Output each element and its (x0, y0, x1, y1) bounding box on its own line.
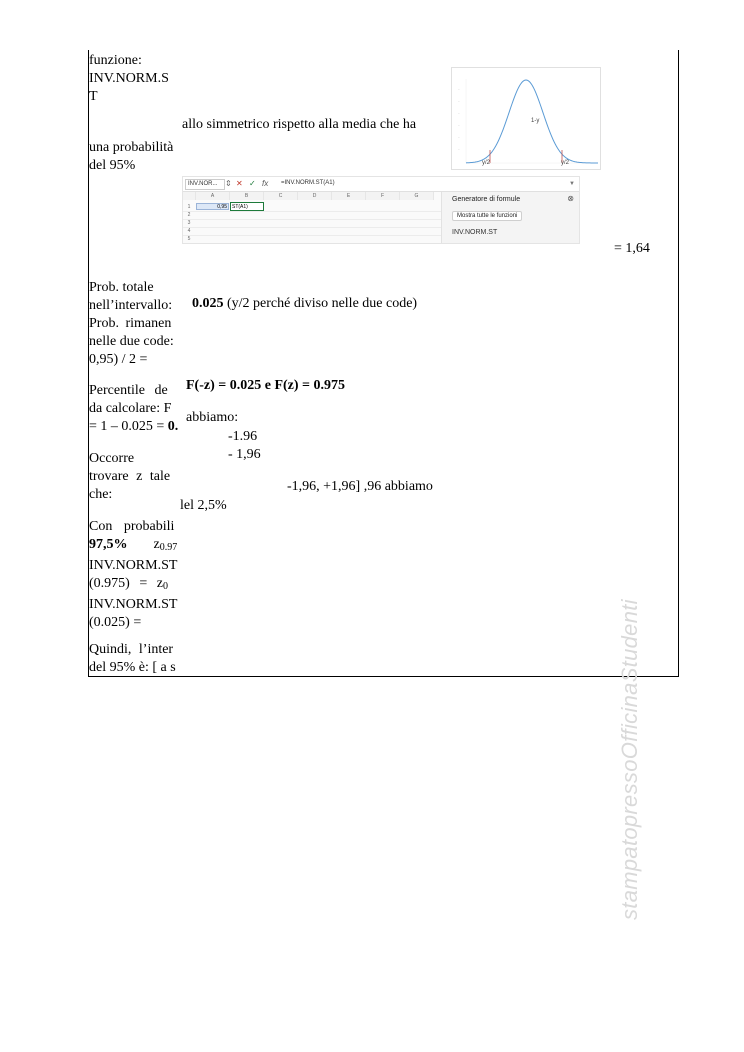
svg-text:–: – (458, 99, 460, 103)
row-divider (183, 219, 443, 220)
text-line: Occorre (89, 451, 135, 466)
prob-line (192, 295, 417, 313)
sheet-grid (183, 192, 443, 243)
svg-text:–: – (458, 123, 460, 127)
stepper-icon[interactable]: ⇕ (225, 179, 232, 188)
row-divider (183, 227, 443, 228)
normal-distribution-chart (451, 67, 601, 170)
name-box[interactable]: INV.NOR... (185, 179, 225, 190)
close-icon[interactable]: ⊗ (567, 194, 574, 203)
left-block-probabilita (89, 139, 184, 175)
text-fragment: (0.975) = z (89, 576, 163, 591)
del-25-text: lel 2,5% (180, 498, 227, 513)
svg-text:–: – (458, 147, 460, 151)
show-all-functions-button[interactable]: Mostra tutte le funzioni (452, 211, 522, 221)
text-line: INV.NORM.S (89, 71, 169, 86)
svg-text:–: – (458, 111, 460, 115)
value-minus-196: -1.96 (228, 429, 258, 444)
left-block-probabilita-975 (89, 518, 184, 632)
text-line (89, 418, 184, 436)
row-number[interactable]: 4 (187, 228, 191, 234)
text-line (89, 536, 184, 557)
interval-text: -1,96, +1,96] ,96 abbiamo (287, 479, 433, 494)
left-block-prob-totale (89, 279, 184, 369)
text-line: Con probabili (89, 519, 175, 534)
function-icon[interactable]: fx (262, 179, 269, 188)
cancel-icon[interactable]: ✕ (236, 179, 243, 188)
text-fragment: (y/2 perché diviso nelle due code) (223, 296, 418, 311)
z-subscript: 0 (162, 581, 168, 592)
right-tail-label: y/2 (561, 160, 570, 166)
symmetric-text: allo simmetrico rispetto alla media che ha (182, 117, 417, 132)
text-fragment: = 1 – 0.025 = (89, 419, 168, 434)
row-number[interactable]: 5 (187, 236, 191, 242)
column-header[interactable]: B (230, 192, 264, 200)
row-divider (183, 211, 443, 212)
left-block-occorre (89, 450, 184, 504)
text-line: Prob. rimanen (89, 316, 172, 331)
text-line: 0,95) / 2 = (89, 352, 148, 367)
bold-fragment: 97,5% (89, 537, 128, 552)
text-line: una probabilità (89, 140, 174, 155)
column-header[interactable]: F (366, 192, 400, 200)
z-subscript: 0.97 (159, 542, 178, 553)
panel-title: Generatore di formule (452, 196, 521, 203)
text-line: da calcolare: F (89, 401, 172, 416)
column-header[interactable]: A (196, 192, 230, 200)
z-symbol: z (153, 537, 160, 552)
left-block-funzione (89, 52, 184, 106)
text-line: INV.NORM.ST (89, 597, 178, 612)
confirm-icon[interactable]: ✓ (249, 179, 256, 188)
text-line: funzione: (89, 53, 142, 68)
text-line: (0.025) = (89, 615, 142, 630)
cell-b1[interactable]: ST(A1) (230, 202, 264, 211)
svg-text:–: – (458, 87, 460, 91)
column-header[interactable]: G (400, 192, 434, 200)
row-number[interactable]: 2 (187, 212, 191, 218)
text-line: INV.NORM.ST (89, 558, 178, 573)
left-block-quindi (89, 641, 184, 677)
bell-curve-svg (452, 68, 600, 169)
text-line: del 95% (89, 158, 136, 173)
formula-builder-panel (441, 192, 580, 243)
text-line (89, 575, 184, 596)
text-line: nelle due code: (89, 334, 174, 349)
text-line: Percentile de (89, 383, 168, 398)
text-line: nell’intervallo: (89, 298, 173, 313)
text-line: Quindi, l’inter (89, 642, 174, 657)
row-number[interactable]: 3 (187, 220, 191, 226)
row-divider (183, 235, 443, 236)
value-minus-196-b: - 1,96 (228, 447, 261, 462)
text-line: Prob. totale (89, 280, 154, 295)
excel-screenshot (182, 176, 580, 244)
column-header[interactable]: C (264, 192, 298, 200)
frame-right-border (678, 50, 679, 677)
center-area-label: 1-y (531, 118, 540, 124)
abbiamo-text: abbiamo: (186, 410, 239, 425)
column-header[interactable]: D (298, 192, 332, 200)
text-line: del 95% è: [ a s (89, 660, 176, 675)
corner-header (183, 192, 196, 200)
function-name[interactable]: INV.NORM.ST (452, 229, 498, 236)
text-line: che: (89, 487, 113, 502)
left-block-percentile (89, 382, 184, 436)
result-164: = 1,64 (614, 241, 650, 256)
svg-text:–: – (458, 135, 460, 139)
bold-fragment: 0.025 (192, 296, 224, 311)
column-header[interactable]: E (332, 192, 366, 200)
text-line: trovare z tale (89, 469, 171, 484)
text-line: T (89, 89, 98, 104)
cell-a1[interactable]: 0,95 (196, 203, 229, 210)
row-number[interactable]: 1 (187, 204, 191, 210)
f-formula: F(-z) = 0.025 e F(z) = 0.975 (186, 378, 346, 393)
formula-bar (183, 177, 579, 192)
formula-text[interactable]: =INV.NORM.ST(A1) (281, 180, 335, 186)
watermark-text: stampatopressoOfficinaStudenti (617, 599, 642, 920)
chevron-down-icon[interactable]: ▼ (569, 181, 575, 187)
bold-fragment: 0. (167, 419, 179, 434)
left-tail-label: y/2 (482, 160, 491, 166)
